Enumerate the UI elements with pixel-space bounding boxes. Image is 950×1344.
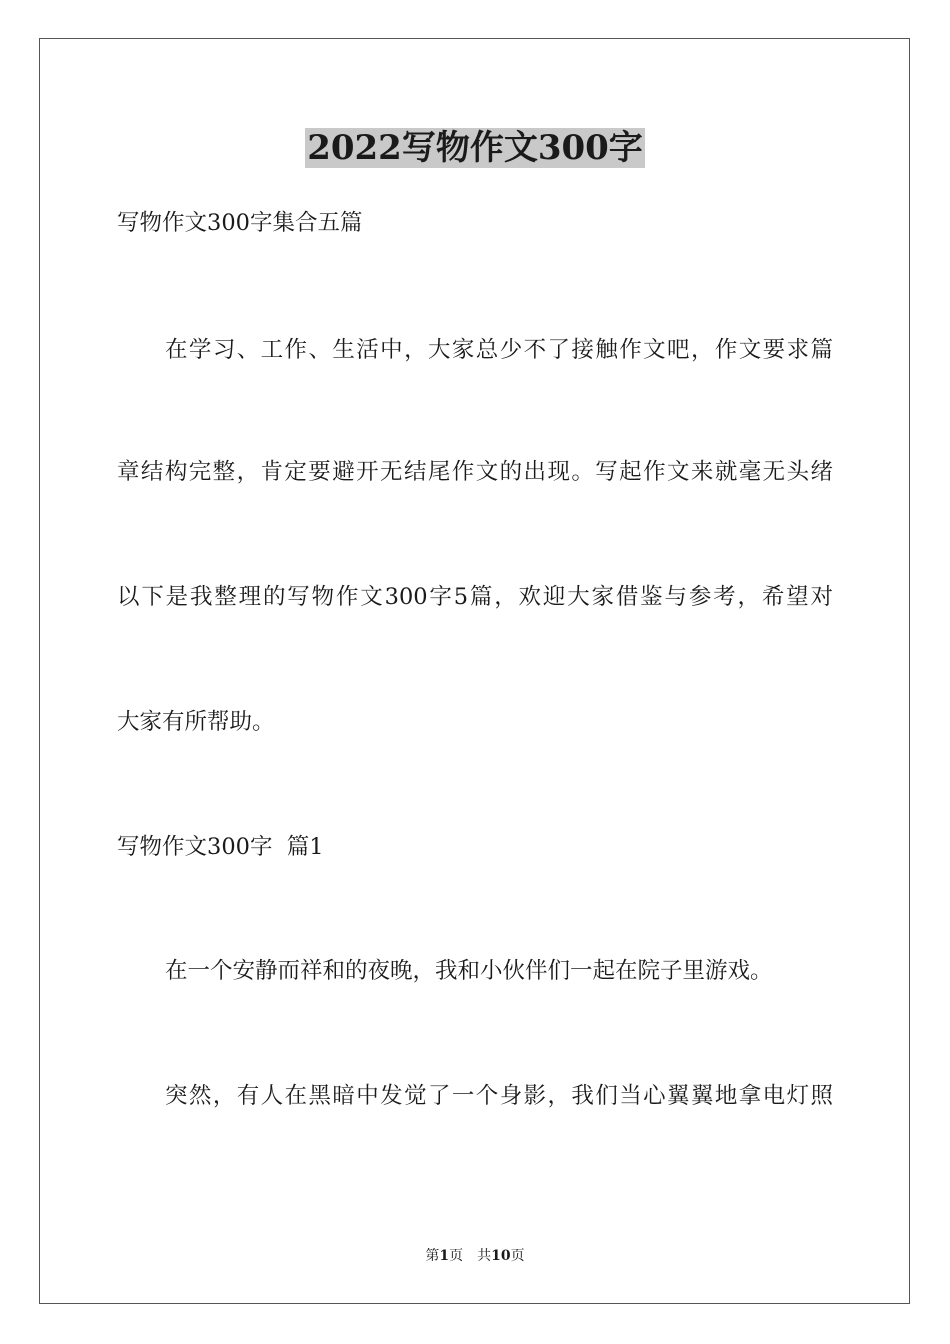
intro-line-3: 以下是我整理的写物作文300字5篇，欢迎大家借鉴与参考，希望对 [117,584,833,610]
intro-line-4: 大家有所帮助。 [117,709,275,735]
intro-line-1: 在学习、工作、生活中，大家总少不了接触作文吧，作文要求篇 [165,337,833,363]
intro-line-2: 章结构完整，肯定要避开无结尾作文的出现。写起作文来就毫无头绪 [117,459,833,485]
document-title [0,126,950,170]
footer-prefix: 第 [425,1248,440,1264]
body-line-1: 在一个安静而祥和的夜晚，我和小伙伴们一起在院子里游戏。 [165,958,773,984]
body-line-2: 突然，有人在黑暗中发觉了一个身影，我们当心翼翼地拿电灯照 [165,1083,833,1109]
title-text: 2022写物作文300字 [307,128,643,168]
footer-mid: 页 共 [449,1248,492,1264]
footer-suffix: 页 [510,1248,525,1264]
subtitle: 写物作文300字集合五篇 [117,210,363,236]
footer-total-pages: 10 [491,1248,511,1264]
footer-page-number: 1 [439,1248,450,1264]
page-footer [0,1246,950,1266]
section-heading: 写物作文300字 篇1 [117,834,324,860]
